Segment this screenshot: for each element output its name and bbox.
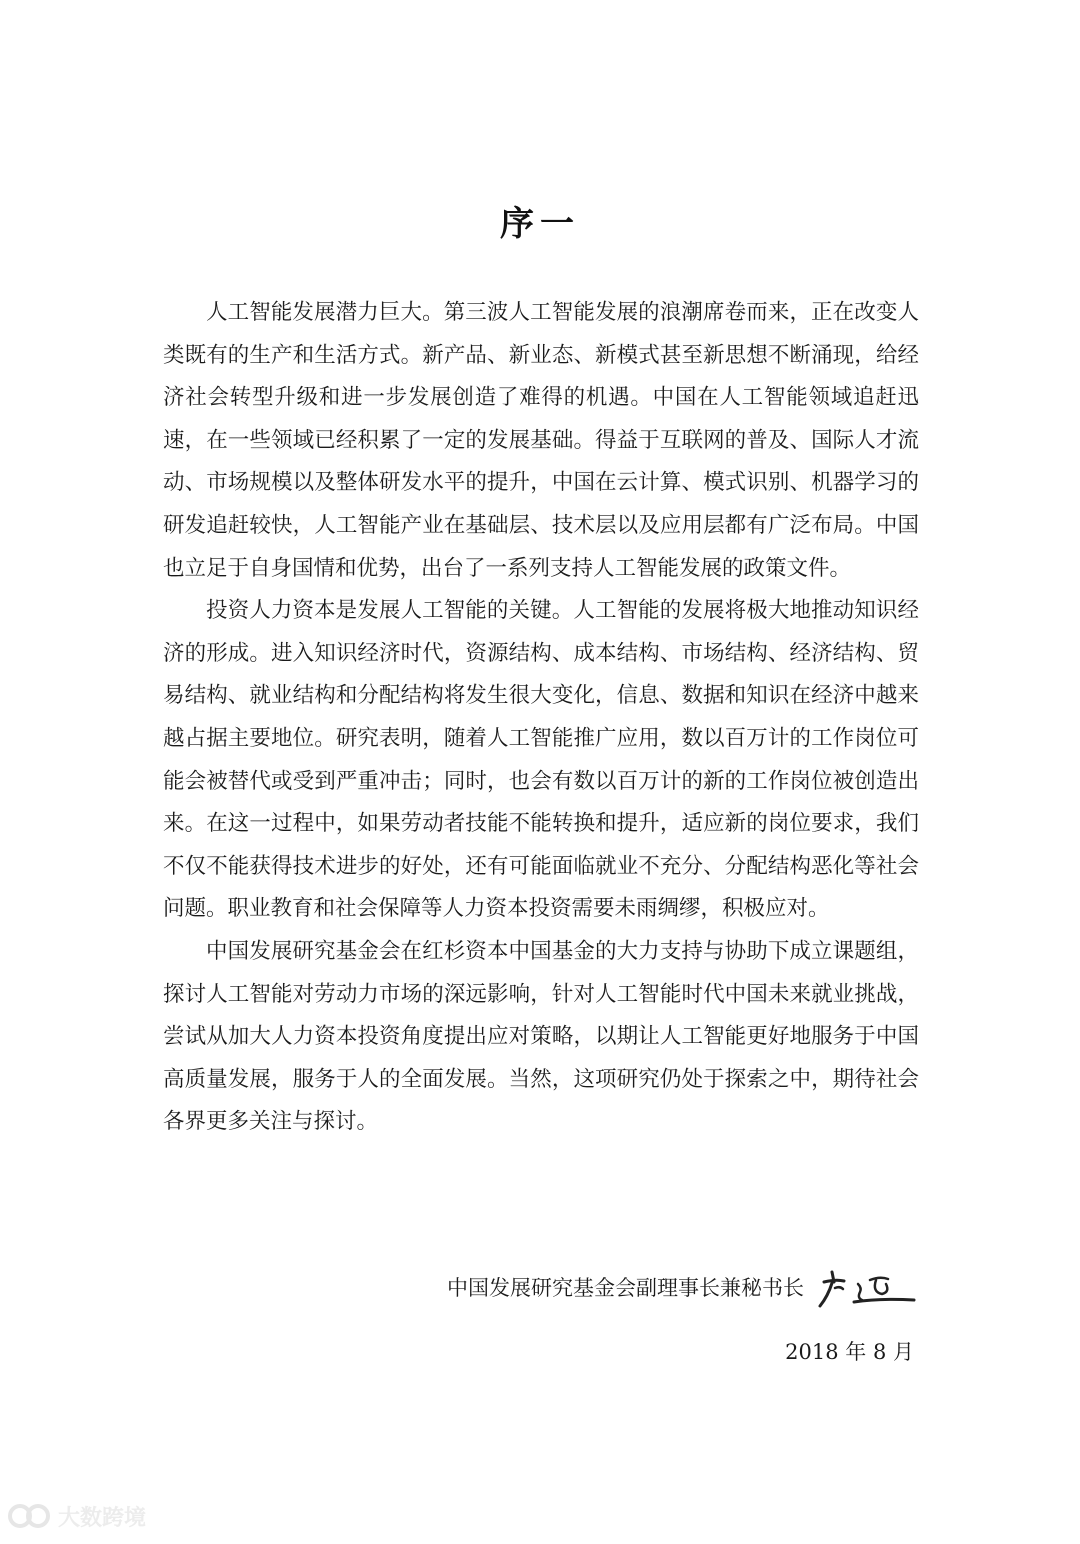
date: 2018 年 8 月: [785, 1340, 914, 1364]
signature-line: [447, 1262, 920, 1312]
handwritten-signature: [810, 1262, 920, 1312]
signatory-title: 中国发展研究基金会副理事长兼秘书长: [447, 1276, 804, 1300]
body-text: [163, 292, 919, 1144]
watermark-text: 大数跨境: [58, 1505, 147, 1531]
watermark: [8, 1500, 146, 1532]
paragraph-2: 投资人力资本是发展人工智能的关键。人工智能的发展将极大地推动知识经济的形成。进入知识经济时代，资源结构、成本结构、市场结构、经济结构、贸易结构、就业结构和分配结构将发生很大变化，信息、数据和知识在经济中越来越占据主要地位。研究表明，随着人工智能推广应用，数以百万计的工作岗位可能会被替代或受到严重冲击；同时，也会有数以百万计的新的工作岗位被创造出来。在这一过程中，如果劳动者技能不能转换和提升，适应新的岗位要求，我们不仅不能获得技术进步的好处，还有可能面临就业不充分、分配结构恶化等社会问题。职业教育和社会保障等人力资本投资需要未雨绸缪，积极应对。: [163, 598, 919, 922]
watermark-logo-icon: [8, 1500, 52, 1532]
paragraph-3: 中国发展研究基金会在红杉资本中国基金的大力支持与协助下成立课题组，探讨人工智能对劳动力市场的深远影响，针对人工智能时代中国未来就业挑战，尝试从加大人力资本投资角度提出应对策略，以期让人工智能更好地服务于中国高质量发展，服务于人的全面发展。当然，这项研究仍处于探索之中，期待社会各界更多关注与探讨。: [163, 938, 919, 1135]
page-title: 序一: [500, 204, 580, 244]
paragraph-1: 人工智能发展潜力巨大。第三波人工智能发展的浪潮席卷而来，正在改变人类既有的生产和生活方式。新产品、新业态、新模式甚至新思想不断涌现，给经济社会转型升级和进一步发展创造了难得的机遇。中国在人工智能领域追赶迅速，在一些领域已经积累了一定的发展基础。得益于互联网的普及、国际人才流动、市场规模以及整体研发水平的提升，中国在云计算、模式识别、机器学习的研发追赶较快，人工智能产业在基础层、技术层以及应用层都有广泛布局。中国也立足于自身国情和优势，出台了一系列支持人工智能发展的政策文件。: [163, 300, 919, 581]
